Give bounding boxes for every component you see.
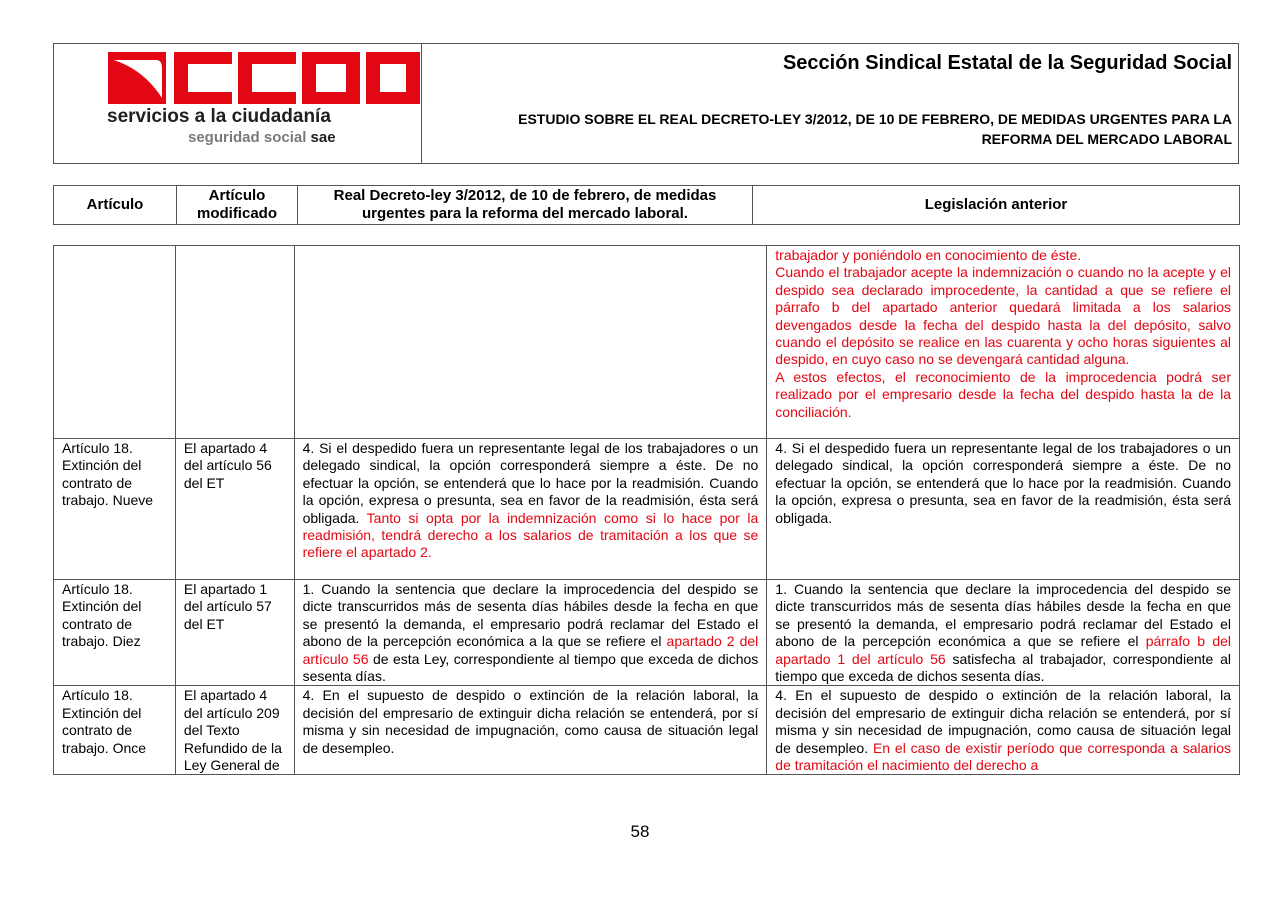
anterior-text-highlight: En el caso de existir período que corresponda a salarios de tramitación el nacimiento del derecho a <box>775 739 1231 774</box>
col-modificado-line2: modificado <box>196 205 277 222</box>
cell-rdl <box>294 246 767 439</box>
cell-anterior: 4. Si el despedido fuera un representante legal de los trabajadores o un delegado sindical, la opción corresponderá siempre a éste. De no efectuar la opción, se entenderá que lo hace por la readmisión. Cuando la opción, expresa o presunta, sea en favor de la readmisión, ésta será obligada. <box>767 439 1240 580</box>
cell-modificado: El apartado 1 del artículo 57 del ET <box>175 580 294 686</box>
cell-articulo: Artículo 18. Extinción del contrato de trabajo. Diez <box>54 580 176 686</box>
anterior-text-highlight: párrafo b del apartado 1 del artículo 56 <box>775 633 1232 667</box>
study-title-line2: REFORMA DEL MERCADO LABORAL <box>981 131 1232 147</box>
table-row <box>54 439 1240 580</box>
cell-modificado <box>175 246 294 439</box>
cell-modificado: El apartado 4 del artículo 56 del ET <box>175 439 294 580</box>
page-number: 58 <box>630 822 650 841</box>
cell-rdl <box>294 580 767 686</box>
study-title-line1: ESTUDIO SOBRE EL REAL DECRETO-LEY 3/2012, DE 10 DE FEBRERO, DE MEDIDAS URGENTES PARA LA <box>518 111 1232 127</box>
logo-subtagline <box>188 129 336 146</box>
rdl-text: 1. Cuando la sentencia que declare la improcedencia del despido se dicte transcurridos más de sesenta días hábiles desde la fecha en que se presentó la demanda, el empresario podrá reclamar del Estado el abono de la percepción económica a la que se refiere el <box>302 581 759 650</box>
logo-tagline: servicios a la ciudadanía <box>107 106 331 127</box>
title-cell <box>422 44 1238 163</box>
rdl-text: de esta Ley, correspondiente al tiempo que exceda de dichos sesenta días. <box>302 650 759 685</box>
logo-cell <box>54 44 422 163</box>
col-rdl-line1: Real Decreto-ley 3/2012, de 10 de febrero, de medidas <box>333 187 717 204</box>
ccoo-logo <box>104 50 424 106</box>
cell-anterior <box>767 246 1240 439</box>
study-title <box>422 109 1232 149</box>
col-legislacion-anterior: Legislación anterior <box>753 186 1240 225</box>
cell-articulo: Artículo 18. Extinción del contrato de trabajo. Once <box>54 686 176 775</box>
anterior-paragraph: trabajador y poniéndolo en conocimiento de éste. <box>775 247 1082 263</box>
table-row <box>54 246 1240 439</box>
column-header-table <box>53 185 1240 225</box>
logo-subtagline-sae: sae <box>310 129 336 146</box>
anterior-text: 4. En el supuesto de despido o extinción de la relación laboral, la decisión del empresario de extinguir dicha relación se entenderá, por sí misma y sin necesidad de impugnación, como causa de situación legal de desempleo. <box>775 687 1231 756</box>
document-header <box>53 43 1239 164</box>
cell-articulo <box>54 246 176 439</box>
anterior-text: satisfecha al trabajador, correspondiente al tiempo que exceda de dichos sesenta días. <box>775 650 1232 685</box>
cell-modificado: El apartado 4 del artículo 209 del Texto Refundido de la Ley General de <box>175 686 294 775</box>
cell-anterior <box>767 686 1240 775</box>
comparison-table <box>53 245 1240 775</box>
col-articulo: Artículo <box>54 186 177 225</box>
table-row <box>54 580 1240 686</box>
anterior-text: 1. Cuando la sentencia que declare la improcedencia del despido se dicte transcurridos más de sesenta días hábiles desde la fecha en que se presentó la demanda, el empresario podrá reclamar del Estado el abono de la percepción económica a que se refiere el <box>775 581 1231 650</box>
section-title: Sección Sindical Estatal de la Seguridad Social <box>782 52 1232 74</box>
cell-articulo: Artículo 18. Extinción del contrato de trabajo. Nueve <box>54 439 176 580</box>
cell-rdl <box>294 439 767 580</box>
cell-rdl: 4. En el supuesto de despido o extinción de la relación laboral, la decisión del empresario de extinguir dicha relación se entenderá, por sí misma y sin necesidad de impugnación, como causa de situación legal de desempleo. <box>294 686 767 775</box>
rdl-text-highlight: Tanto si opta por la indemnización como si lo hace por la readmisión, tendrá derecho a los salarios de tramitación a los que se refiere el apartado 2. <box>302 509 759 561</box>
logo-subtagline-main: seguridad social <box>188 129 307 146</box>
col-modificado-line1: Artículo <box>208 187 266 204</box>
col-articulo-modificado <box>177 186 298 225</box>
anterior-paragraph: A estos efectos, el reconocimiento de la improcedencia podrá ser realizado por el empresario desde la fecha del despido hasta la de la conciliación. <box>775 368 1231 420</box>
anterior-paragraph: Cuando el trabajador acepte la indemnización o cuando no la acepte y el despido sea declarado improcedente, la cantidad a que se refiere el párrafo b del apartado anterior quedará limitada a los salarios devengados desde la fecha del despido hasta la del depósito, salvo cuando el depósito se realice en las cuarenta y ocho horas siguientes al despido, en cuyo caso no se devengará cantidad alguna. <box>775 264 1231 368</box>
table-row <box>54 686 1240 775</box>
column-header-row <box>54 186 1240 225</box>
rdl-text: 4. Si el despedido fuera un representante legal de los trabajadores o un delegado sindical, la opción corresponderá siempre a éste. De no efectuar la opción, se entenderá que lo hace por la readmisión. Cuando la opción, expresa o presunta, sea en favor de la readmisión, ésta será obligada. <box>302 440 759 526</box>
rdl-text-highlight: apartado 2 del artículo 56 <box>302 633 759 667</box>
col-rdl-line2: urgentes para la reforma del mercado laboral. <box>362 205 688 222</box>
col-real-decreto <box>298 186 753 225</box>
cell-anterior <box>767 580 1240 686</box>
